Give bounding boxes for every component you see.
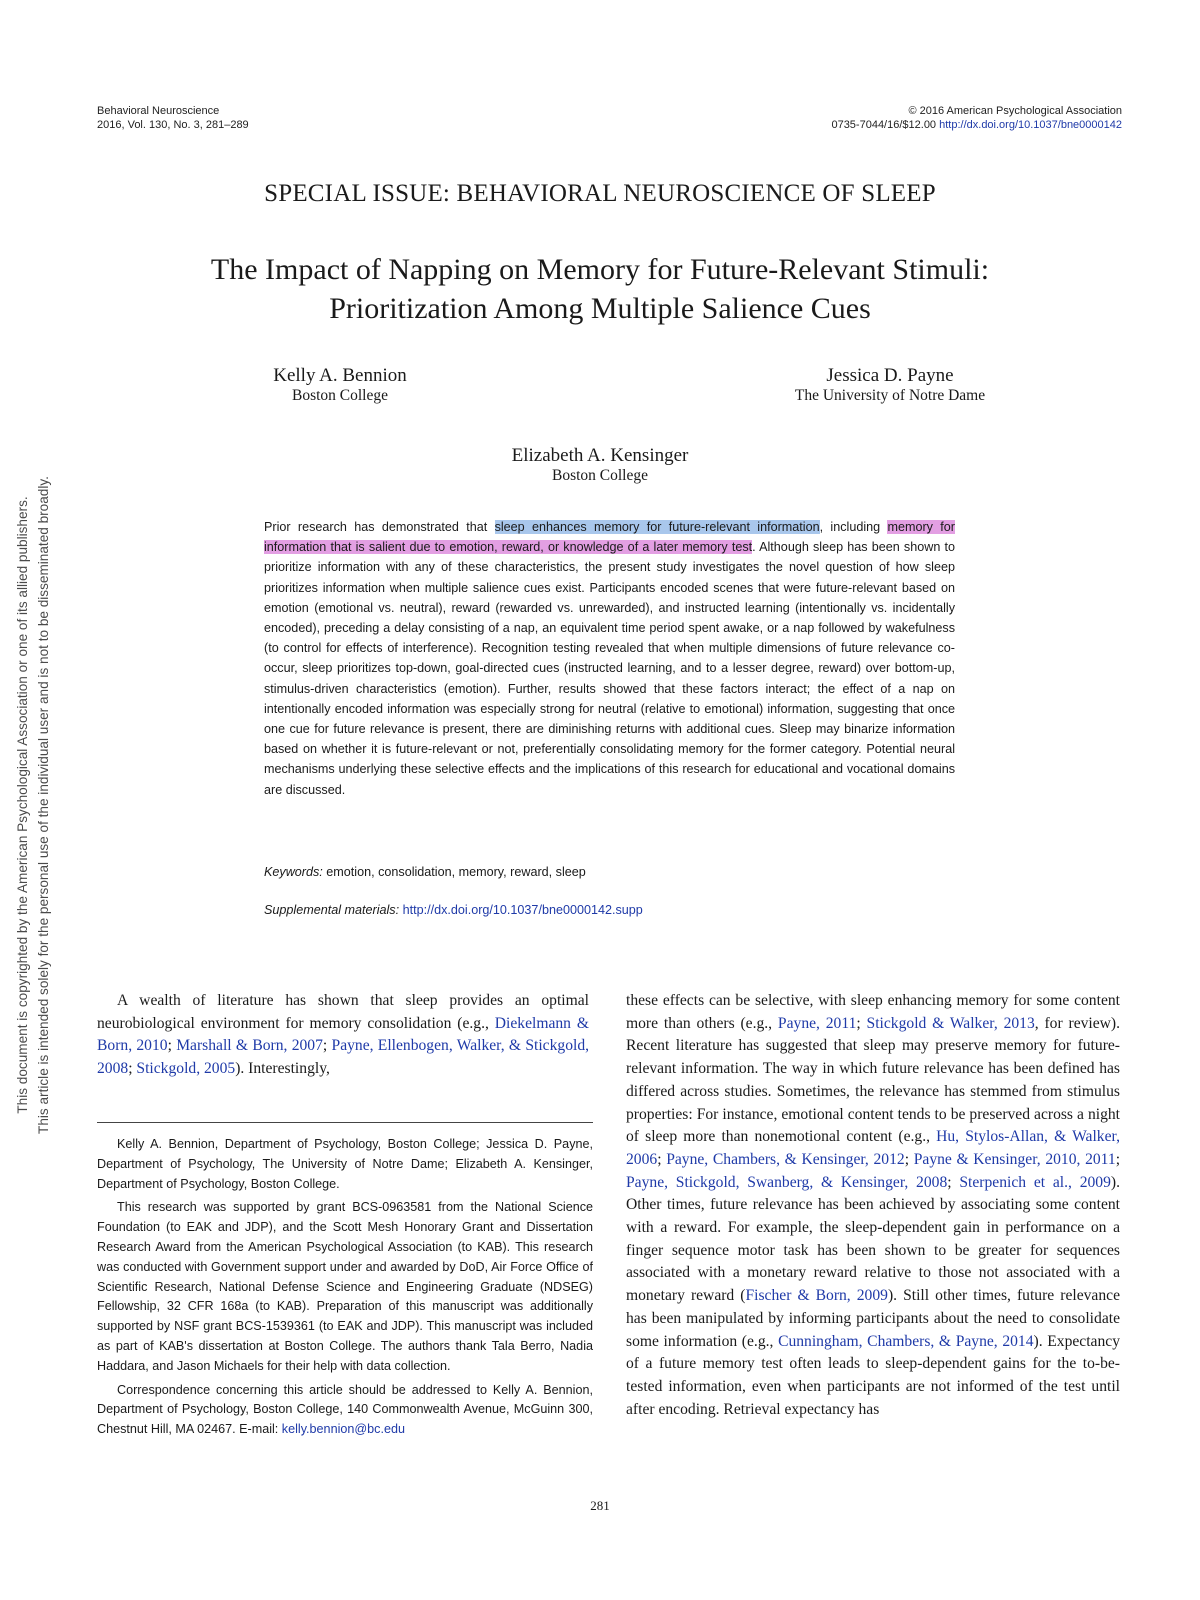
author-name: Jessica D. Payne bbox=[826, 365, 954, 386]
author-block-3 bbox=[450, 445, 750, 485]
copyright-line: © 2016 American Psychological Association bbox=[908, 105, 1122, 117]
journal-name: Behavioral Neuroscience bbox=[97, 105, 220, 117]
body-text: ). Expectancy of a future memory test often leads to sleep-dependent gains for the to-be-tested information, even when participants are not informed of the test until after encoding. Retrieval expectancy has bbox=[626, 1332, 1120, 1418]
footnote-funding: This research was supported by grant BCS-0963581 from the National Science Foundation (to EAK and JDP), and the Scott Mesh Honorary Grant and Dissertation Research Award from the American Psychological Association (to KAB). This research was conducted with Government support under and awarded by DoD, Air Force Office of Scientific Research, National Defense Science and Engineering Graduate (NDSEG) Fellowship, 32 CFR 168a (to KAB). Preparation of this manuscript was additionally supported by NSF grant BCS-1539361 (to EAK and JDP). This manuscript was included as part of KAB's dissertation at Boston College. The authors thank Tala Berro, Nadia Haddara, and Jason Michaels for their help with data collection. bbox=[97, 1200, 593, 1373]
side-notice-line-2: This article is intended solely for the personal use of the individual user and is not to be disseminated broadly. bbox=[36, 476, 51, 1134]
keywords-value: emotion, consolidation, memory, reward, sleep bbox=[322, 865, 586, 879]
page-number: 281 bbox=[590, 1498, 610, 1513]
author-block-1 bbox=[240, 365, 440, 405]
citation-link[interactable]: Payne, Stickgold, Swanberg, & Kensinger, 2008 bbox=[626, 1173, 948, 1191]
author-name: Elizabeth A. Kensinger bbox=[511, 445, 689, 466]
special-issue-heading: SPECIAL ISSUE: BEHAVIORAL NEUROSCIENCE OF SLEEP bbox=[264, 180, 936, 207]
citation-link[interactable]: Payne, Chambers, & Kensinger, 2012 bbox=[666, 1150, 905, 1168]
footnote-affiliations: Kelly A. Bennion, Department of Psychology, Boston College; Jessica D. Payne, Department of Psychology, The University of Notre Dame; Elizabeth A. Kensinger, Department of Psychology, Boston College. bbox=[97, 1137, 593, 1191]
abstract-rest: . Although sleep has been shown to prioritize information with any of these characteristics, the present study investigates the novel question of how sleep prioritizes information when multiple salience cues exist. Participants encoded scenes that were future-relevant based on emotion (emotional vs. neutral), reward (rewarded vs. unrewarded), and instructed learning (intentionally vs. incidentally encoded), preceding a delay consisting of a nap, an equivalent time period spent awake, or a nap followed by wakefulness (to control for effects of interference). Recognition testing revealed that when multiple dimensions of future relevance co-occur, sleep prioritizes top-down, goal-directed cues (instructed learning, and to a lesser degree, reward) over bottom-up, stimulus-driven characteristics (emotion). Further, results showed that these factors interact; the effect of a nap on intentionally encoded information was especially strong for neutral (relative to emotional) information, suggesting that once one cue for future relevance is present, there are diminishing returns with additional cues. Sleep may binarize information based on whether it is future-relevant or not, preferentially consolidating memory for the former category. Potential neural mechanisms underlying these selective effects and the implications of this research for educational and vocational domains are discussed. bbox=[264, 540, 955, 797]
body-text: ). Interestingly, bbox=[235, 1059, 330, 1077]
citation-link[interactable]: Payne, 2011 bbox=[777, 1014, 857, 1032]
body-right-column bbox=[626, 990, 1120, 1421]
citation-link[interactable]: Stickgold, 2005 bbox=[136, 1059, 236, 1077]
citation-link[interactable]: Hu, Stylos-Allan, & Walker, 2006 bbox=[626, 1128, 1120, 1168]
article-title-line-2: Prioritization Among Multiple Salience Cues bbox=[329, 292, 871, 325]
keywords-line bbox=[264, 865, 586, 879]
journal-header-left bbox=[97, 104, 249, 132]
citation-link[interactable]: Fischer & Born, 2009 bbox=[745, 1287, 888, 1305]
abstract-highlight-blue[interactable]: sleep enhances memory for future-relevant information bbox=[494, 520, 820, 534]
article-title bbox=[0, 250, 1200, 328]
article-title-line-1: The Impact of Napping on Memory for Future-Relevant Stimuli: bbox=[210, 253, 990, 286]
keywords-label: Keywords: bbox=[264, 865, 323, 879]
author-name: Kelly A. Bennion bbox=[273, 365, 407, 386]
footnote-correspondence bbox=[97, 1381, 593, 1440]
body-text: ; bbox=[947, 1173, 960, 1191]
body-text: ). Other times, future relevance has been achieved by associating some content with a reward. For example, the sleep-dependent gain in performance on a finger sequence motor task has been shown to be greater for sequences associated with a monetary reward relative to those not associated with a monetary reward ( bbox=[626, 1173, 1120, 1305]
body-text: ). Still other times, future relevance has been manipulated by informing participants about the need to consolidate some information (e.g., bbox=[626, 1287, 1120, 1350]
body-text: ; bbox=[1115, 1150, 1121, 1168]
abstract-lead: Prior research has demonstrated that bbox=[264, 520, 495, 534]
body-text: ; bbox=[904, 1150, 914, 1168]
body-text: , for review). Recent literature has suggested that sleep may preserve memory for future-relevant information. The way in which future relevance has been defined has differed across studies. Sometimes, the relevance has stemmed from stimulus properties: For instance, emotional content tends to be preserved across a night of sleep more than nonemotional content (e.g., bbox=[626, 1014, 1121, 1146]
body-paragraph bbox=[626, 990, 1120, 1421]
footnote-text: Correspondence concerning this article should be addressed to Kelly A. Bennion, Department of Psychology, Boston College, 140 Commonwealth Avenue, McGuinn 300, Chestnut Hill, MA 02467. E-mail: bbox=[97, 1382, 593, 1437]
citation-link[interactable]: Marshall & Born, 2007 bbox=[176, 1037, 323, 1055]
body-text: ; bbox=[856, 1014, 867, 1032]
abstract-mid: , including bbox=[819, 520, 888, 534]
body-text: ; bbox=[128, 1059, 137, 1077]
journal-header-right bbox=[831, 104, 1122, 132]
side-copyright-notice bbox=[12, 425, 54, 1185]
citation-link[interactable]: Payne & Kensinger, 2010, 2011 bbox=[913, 1150, 1116, 1168]
footnote-divider bbox=[97, 1122, 593, 1123]
body-text: ; bbox=[657, 1150, 667, 1168]
issn-doi-line bbox=[831, 118, 1122, 132]
supplemental-line bbox=[264, 903, 643, 917]
body-text: ; bbox=[322, 1037, 332, 1055]
body-text: A wealth of literature has shown that sleep provides an optimal neurobiological environment for memory consolidation (e.g., bbox=[97, 992, 589, 1032]
citation-link[interactable]: Sterpenich et al., 2009 bbox=[959, 1173, 1111, 1191]
supplemental-link[interactable]: http://dx.doi.org/10.1037/bne0000142.supp bbox=[402, 903, 643, 917]
side-notice-line-1: This document is copyrighted by the American Psychological Association or one of its allied publishers. bbox=[15, 496, 30, 1114]
author-block-2 bbox=[740, 365, 1040, 405]
citation-link[interactable]: Cunningham, Chambers, & Payne, 2014 bbox=[778, 1332, 1034, 1350]
citation-link[interactable]: Payne, Ellenbogen, Walker, & Stickgold, 2008 bbox=[97, 1037, 590, 1077]
author-affiliation: Boston College bbox=[551, 467, 648, 484]
author-affiliation: The University of Notre Dame bbox=[794, 387, 986, 404]
body-text: ; bbox=[167, 1037, 177, 1055]
doi-link[interactable]: http://dx.doi.org/10.1037/bne0000142 bbox=[939, 119, 1122, 131]
issn: 0735-7044/16/$12.00 bbox=[831, 119, 937, 131]
author-affiliation: Boston College bbox=[291, 387, 388, 404]
citation-link[interactable]: Diekelmann & Born, 2010 bbox=[97, 1014, 589, 1055]
author-note-footnotes bbox=[97, 1135, 593, 1444]
body-left-column bbox=[97, 990, 589, 1080]
email-link[interactable]: kelly.bennion@bc.edu bbox=[281, 1422, 405, 1437]
body-text: these effects can be selective, with sleep enhancing memory for some content more than others (e.g., bbox=[626, 992, 1120, 1032]
supplemental-label: Supplemental materials: bbox=[264, 903, 400, 917]
body-paragraph bbox=[97, 990, 589, 1080]
journal-issue: 2016, Vol. 130, No. 3, 281–289 bbox=[97, 119, 249, 131]
abstract-highlight-pink[interactable]: memory for information that is salient due to emotion, reward, or knowledge of a later memory test bbox=[264, 520, 955, 555]
abstract bbox=[264, 517, 955, 800]
citation-link[interactable]: Stickgold & Walker, 2013 bbox=[866, 1014, 1035, 1032]
